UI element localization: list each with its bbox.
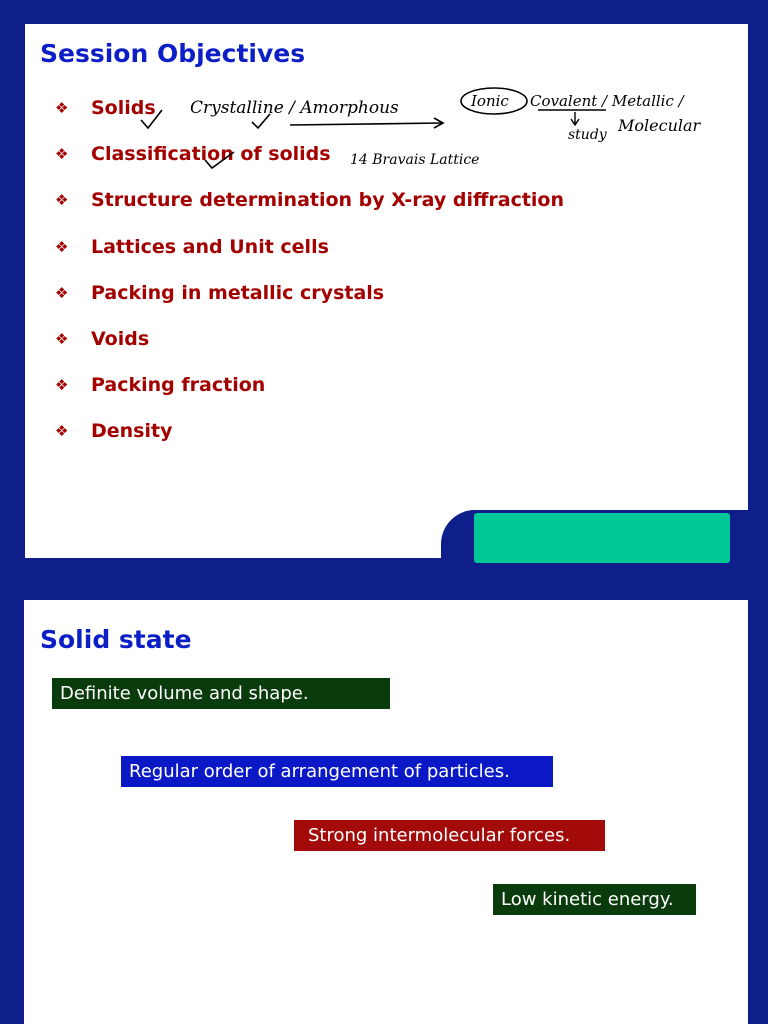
note-bravais: 14 Bravais Lattice (350, 152, 480, 168)
objective-label: Packing fraction (91, 374, 266, 397)
list-item (55, 281, 564, 327)
diamond-bullet-icon: ❖ (55, 422, 69, 441)
note-study: study (568, 127, 607, 143)
diamond-bullet-icon: ❖ (55, 237, 69, 256)
property-box: Strong intermolecular forces. (294, 820, 605, 851)
diamond-bullet-icon: ❖ (55, 145, 69, 164)
objective-label: Structure determination by X-ray diffraction (91, 189, 565, 212)
list-item (55, 419, 564, 465)
note-solid-types: Crystalline / Amorphous (190, 98, 399, 118)
objective-label: Lattices and Unit cells (91, 235, 329, 258)
accent-bar (474, 513, 730, 563)
property-box: Low kinetic energy. (493, 884, 696, 915)
list-item (55, 142, 564, 188)
objective-label: Packing in metallic crystals (91, 281, 385, 304)
note-bond-types: Covalent / Metallic / (530, 92, 684, 110)
note-molecular: Molecular (618, 116, 701, 135)
diamond-bullet-icon: ❖ (55, 283, 69, 302)
objective-label: Classification of solids (91, 143, 331, 166)
list-item (55, 96, 564, 142)
objective-label: Density (91, 420, 173, 443)
objective-label: Solids (91, 97, 156, 119)
diamond-bullet-icon: ❖ (55, 99, 69, 117)
list-item (55, 327, 564, 373)
objectives-list (55, 96, 564, 466)
slide-title: Solid state (40, 625, 192, 654)
list-item (55, 373, 564, 419)
diamond-bullet-icon: ❖ (55, 376, 69, 395)
objective-label: Voids (91, 327, 150, 350)
property-box: Definite volume and shape. (52, 678, 390, 709)
slide-solid-state (24, 600, 748, 1024)
note-ionic: Ionic (471, 92, 509, 110)
list-item (55, 235, 564, 281)
slide-title: Session Objectives (40, 39, 306, 68)
diamond-bullet-icon: ❖ (55, 329, 69, 348)
diamond-bullet-icon: ❖ (55, 191, 69, 210)
list-item (55, 188, 564, 234)
property-box: Regular order of arrangement of particles. (121, 756, 553, 787)
